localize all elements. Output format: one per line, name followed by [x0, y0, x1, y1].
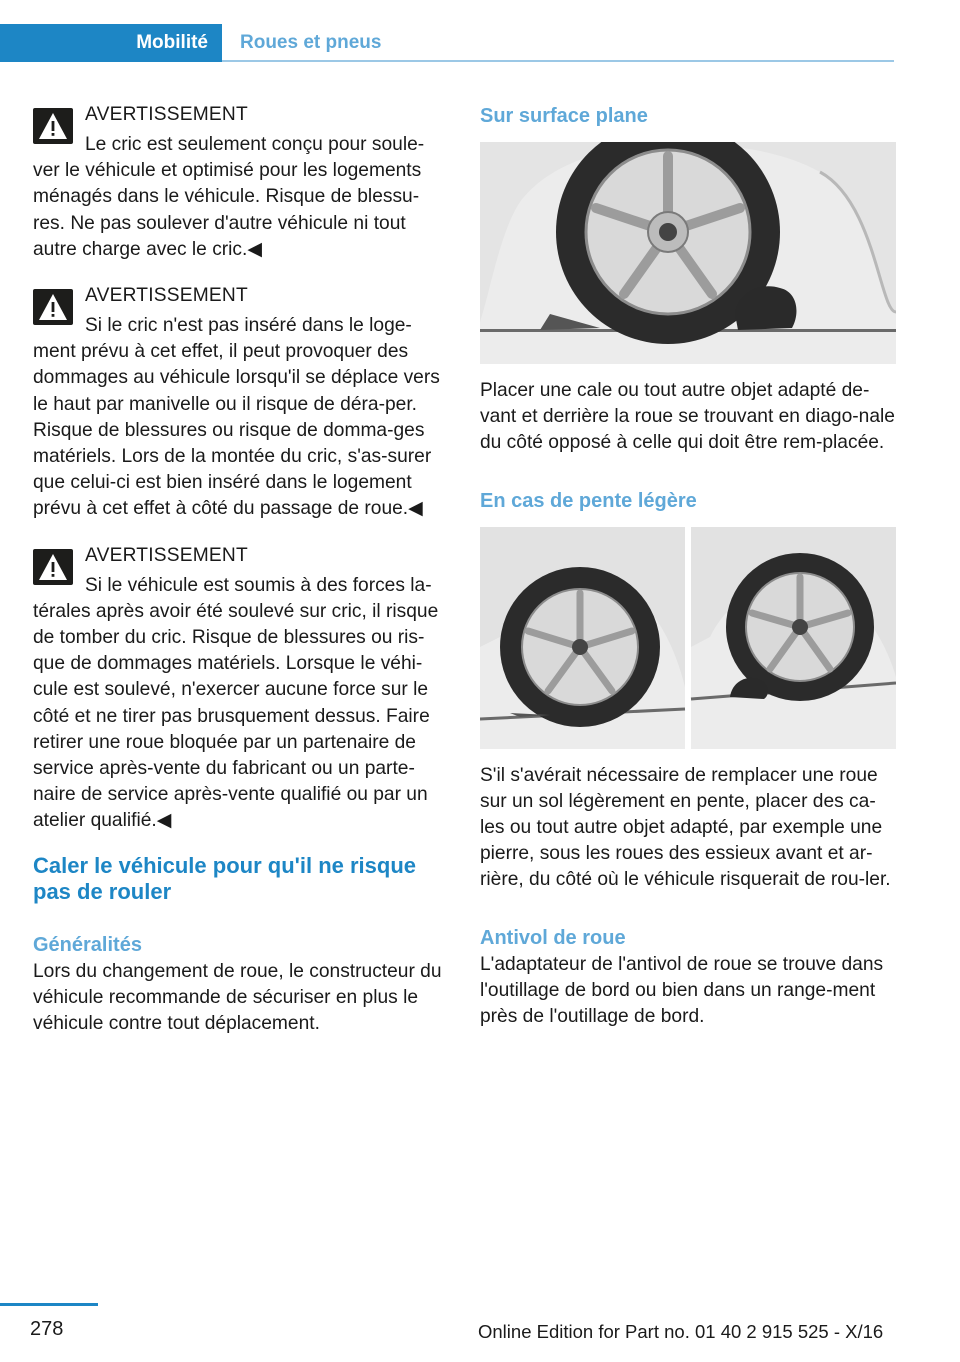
left-column — [33, 100, 448, 1037]
footer-edition: Online Edition for Part no. 01 40 2 915 525 - X/16 — [478, 1321, 884, 1342]
warning-triangle-icon — [33, 549, 73, 585]
warning-block — [33, 541, 448, 835]
warning-text: Si le véhicule est soumis à des forces la‐térales après avoir été soulevé sur cric, il risque de tomber du cric. Risque de blessures ou ris‐que de dommages matériels. Lorsque le véhi‐cule est soulevé, n'exercer aucune force sur le côté et ne tirer pas brusquement dessus. Faire retirer une roue bloquée par un partenaire de service après-vente du fabricant ou un parte‐naire de service après-vente qualifié ou par un atelier qualifié.◀ — [33, 574, 439, 832]
section-subtitle-general: Généralités — [33, 933, 142, 956]
figure-wheel-slope — [480, 527, 896, 749]
section-text-slope: S'il s'avérait nécessaire de remplacer une roue sur un sol légèrement en pente, placer des ca‐les ou tout autre objet adapté, par exemple une pierre, sous les roues des essieux avant et ar‐rière, du côté où le véhicule risquerait de rou‐ler. — [480, 764, 891, 891]
figure-wheel-flat — [480, 142, 896, 364]
warning-title: AVERTISSEMENT — [85, 544, 248, 566]
section-title-flat: Sur surface plane — [480, 105, 648, 127]
section-title-chock: Caler le véhicule pour qu'il ne risque pas de rouler — [33, 852, 417, 904]
section-text-lock: L'adaptateur de l'antivol de roue se trouve dans l'outillage de bord ou bien dans un range‐ment près de l'outillage de bord. — [480, 953, 884, 1028]
warning-triangle-icon — [33, 289, 73, 325]
warning-title: AVERTISSEMENT — [85, 104, 248, 125]
warning-block — [33, 100, 448, 263]
right-column — [480, 100, 896, 1030]
page-number: 278 — [30, 1318, 64, 1340]
footer-rule — [0, 1303, 98, 1306]
warning-title: AVERTISSEMENT — [85, 285, 248, 307]
section-title-slope: En cas de pente légère — [480, 489, 697, 512]
tab-roues-et-pneus[interactable]: Roues et pneus — [240, 32, 382, 53]
warning-text: Le cric est seulement conçu pour soule‐ver le véhicule et optimisé pour les logements ménagés dans le véhicule. Risque de blessu‐res. Ne pas soulever d'autre véhicule ni tout autre charge avec le cric.◀ — [33, 134, 425, 260]
warning-text: Si le cric n'est pas inséré dans le loge‐ment prévu à cet effet, il peut provoquer des dommages au véhicule lorsqu'il se déplace vers le haut par manivelle ou il risque de déra‐per. Risque de blessures ou risque de domma‐ges matériels. Lors de la montée du cric, s'as‐surer que celui-ci est bien inséré dans le logement prévu à cet effet à côté du passage de roue.◀ — [33, 315, 440, 520]
section-title-lock: Antivol de roue — [480, 926, 626, 949]
tab-mobilite[interactable]: Mobilité — [0, 24, 222, 62]
section-text-general: Lors du changement de roue, le constructeur du véhicule recommande de sécuriser en plus le véhicule contre tout déplacement. — [33, 960, 442, 1035]
header-rule — [222, 60, 894, 62]
warning-triangle-icon — [33, 108, 73, 144]
warning-block — [33, 281, 448, 523]
section-text-flat: Placer une cale ou tout autre objet adapté de‐vant et derrière la roue se trouvant en diago‐nale du côté opposé à celle qui doit être rem‐placée. — [480, 380, 895, 454]
